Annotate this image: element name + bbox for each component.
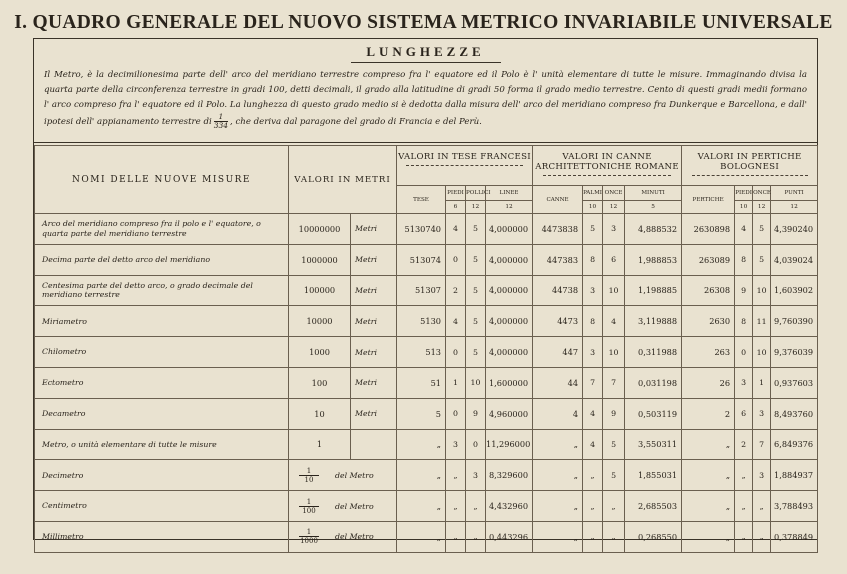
tese-sub1: 2 — [446, 275, 466, 306]
measure-name: Miriametro — [35, 306, 289, 337]
measure-name: Arco del meridiano compreso fra il polo e l' equatore, o quarta parte del meridiano terrestre — [35, 214, 289, 245]
pertiche-value: 263 — [682, 337, 735, 368]
tese-value: 5 — [397, 398, 446, 429]
canne-fraction: 0,503119 — [625, 398, 682, 429]
tese-sub1: „ — [446, 521, 466, 552]
tese-fraction: 4,000000 — [486, 244, 533, 275]
intro-fraction — [214, 113, 228, 130]
canne-value: „ — [533, 429, 583, 460]
canne-sub2: „ — [603, 521, 625, 552]
tese-sub2: „ — [466, 491, 486, 522]
pertiche-fraction: 3,788493 — [771, 491, 818, 522]
table-row — [35, 367, 818, 398]
intro-frac-num: 1 — [214, 113, 228, 122]
canne-sub1: „ — [583, 460, 603, 491]
metri-value: 100000 — [289, 275, 351, 306]
pertiche-sub2: 10 — [753, 337, 771, 368]
metri-fraction-cell — [289, 460, 397, 491]
tese-sub1: 3 — [446, 429, 466, 460]
fraction-denominator: 1000 — [300, 537, 318, 546]
canne-fraction: 1,855031 — [625, 460, 682, 491]
measures-table — [34, 145, 818, 553]
canne-fraction: 0,268550 — [625, 521, 682, 552]
tese-sub2: 3 — [466, 460, 486, 491]
canne-sub1: 7 — [583, 367, 603, 398]
canne-sub1: 8 — [583, 306, 603, 337]
canne-sub2: 5 — [603, 460, 625, 491]
metri-fraction — [289, 498, 329, 515]
tese-sub2: 5 — [466, 214, 486, 245]
metri-fraction-cell — [289, 521, 397, 552]
fraction-numerator: 1 — [299, 467, 319, 476]
tese-fraction: 4,000000 — [486, 275, 533, 306]
table-row — [35, 521, 818, 552]
unit-label: Metri — [351, 337, 397, 368]
pertiche-sub1: 4 — [735, 214, 753, 245]
divisor: 5 — [625, 201, 682, 214]
header-pertiche-label: VALORI IN PERTICHE BOLOGNESI — [697, 152, 802, 172]
tese-sub2: 5 — [466, 306, 486, 337]
measure-name: Centimetro — [35, 491, 289, 522]
divisor: 12 — [486, 201, 533, 214]
metri-fraction — [289, 467, 329, 484]
header-pertiche-group — [682, 146, 818, 186]
table-row — [35, 337, 818, 368]
tese-value: 51307 — [397, 275, 446, 306]
canne-sub2: 10 — [603, 337, 625, 368]
tese-value: 51 — [397, 367, 446, 398]
subheader-pollici: POLLICI — [466, 186, 486, 201]
tese-sub1: „ — [446, 460, 466, 491]
tese-sub1: 0 — [446, 244, 466, 275]
tese-value: 5130 — [397, 306, 446, 337]
canne-value: 44 — [533, 367, 583, 398]
fraction-denominator: 10 — [304, 475, 314, 484]
pertiche-fraction: 4,039024 — [771, 244, 818, 275]
canne-sub1: 8 — [583, 244, 603, 275]
pertiche-fraction: 0,937603 — [771, 367, 818, 398]
header-names: NOMI DELLE NUOVE MISURE — [35, 146, 289, 214]
canne-sub2: 5 — [603, 429, 625, 460]
canne-sub2: 7 — [603, 367, 625, 398]
tese-fraction: 11,296000 — [486, 429, 533, 460]
canne-sub1: 3 — [583, 337, 603, 368]
subheader-punti: PUNTI — [771, 186, 818, 201]
tese-fraction: 4,000000 — [486, 306, 533, 337]
tese-fraction: 1,600000 — [486, 367, 533, 398]
intro-divider — [351, 62, 501, 63]
fraction-numerator: 1 — [299, 528, 319, 537]
fraction-numerator: 1 — [299, 498, 319, 507]
header-tese-label: VALORI IN TESE FRANCESI — [398, 152, 531, 162]
pertiche-value: 26 — [682, 367, 735, 398]
metri-value: 10000000 — [289, 214, 351, 245]
tese-value: 513074 — [397, 244, 446, 275]
pertiche-sub2: 1 — [753, 367, 771, 398]
pertiche-fraction: 8,493760 — [771, 398, 818, 429]
header-canne-label: VALORI IN CANNE ARCHITETTONICHE ROMANE — [535, 152, 679, 172]
pertiche-sub2: 7 — [753, 429, 771, 460]
subheader-minuti: MINUTI — [625, 186, 682, 201]
subheader-pertiche: PERTICHE — [682, 186, 735, 214]
page-title: I. QUADRO GENERALE DEL NUOVO SISTEMA METRICO INVARIABILE UNIVERSALE — [14, 12, 833, 33]
pertiche-sub2: 5 — [753, 214, 771, 245]
header-ornament — [543, 175, 670, 176]
metri-value: 1 — [289, 429, 351, 460]
canne-sub1: „ — [583, 521, 603, 552]
pertiche-sub2: 3 — [753, 398, 771, 429]
divisor: 10 — [583, 201, 603, 214]
divisor: 12 — [603, 201, 625, 214]
pertiche-sub2: 11 — [753, 306, 771, 337]
canne-value: 4473838 — [533, 214, 583, 245]
pertiche-sub1: 2 — [735, 429, 753, 460]
header-ornament — [692, 175, 808, 176]
canne-sub2: 3 — [603, 214, 625, 245]
tese-sub2: 5 — [466, 275, 486, 306]
measure-name: Decametro — [35, 398, 289, 429]
divisor: 12 — [771, 201, 818, 214]
pertiche-value: 2630898 — [682, 214, 735, 245]
measure-name: Ectometro — [35, 367, 289, 398]
tese-sub1: 1 — [446, 367, 466, 398]
intro-text-after: , che deriva dal paragone del grado di Francia e del Perù. — [230, 117, 482, 127]
header-metri: VALORI IN METRI — [289, 146, 397, 214]
tese-fraction: 4,000000 — [486, 337, 533, 368]
header-tese-group — [397, 146, 533, 186]
measure-name: Decimetro — [35, 460, 289, 491]
pertiche-sub1: „ — [735, 521, 753, 552]
unit-label: Metri — [351, 367, 397, 398]
canne-value: „ — [533, 521, 583, 552]
pertiche-value: 26308 — [682, 275, 735, 306]
tese-sub1: 0 — [446, 337, 466, 368]
subheader-palmi: PALMI — [583, 186, 603, 201]
tese-sub1: 4 — [446, 214, 466, 245]
table-row — [35, 214, 818, 245]
pertiche-sub2: „ — [753, 521, 771, 552]
pertiche-sub2: 5 — [753, 244, 771, 275]
canne-value: 447383 — [533, 244, 583, 275]
pertiche-sub2: „ — [753, 491, 771, 522]
canne-sub2: 4 — [603, 306, 625, 337]
unit-label — [351, 429, 397, 460]
pertiche-value: 263089 — [682, 244, 735, 275]
unit-label: Metri — [351, 214, 397, 245]
canne-fraction: 2,685503 — [625, 491, 682, 522]
tese-fraction: 4,000000 — [486, 214, 533, 245]
pertiche-sub1: „ — [735, 491, 753, 522]
tese-sub1: „ — [446, 491, 466, 522]
subheader-once-b: ONCE — [753, 186, 771, 201]
table-row — [35, 398, 818, 429]
canne-sub1: 4 — [583, 429, 603, 460]
canne-sub2: 6 — [603, 244, 625, 275]
subheader-piedi: PIEDI — [446, 186, 466, 201]
tese-sub1: 0 — [446, 398, 466, 429]
measure-name: Millimetro — [35, 521, 289, 552]
tese-fraction: 8,329600 — [486, 460, 533, 491]
pertiche-sub2: 3 — [753, 460, 771, 491]
pertiche-value: „ — [682, 521, 735, 552]
intro-text-before: Il Metro, è la decimilionesima parte dell' arco del meridiano terrestre compreso fra l' equatore ed il Polo è l' unità elementare di tutte le misure. Immaginando divisa la quarta parte della circonferenza terrestre in gradi 100, detti decimali, il grado alla latitudine di gradi 50 forma il grado medio terrestre. Cento di questi gradi medii formano l' arco compreso fra l' equatore ed il Polo. La lunghezza di questo grado medio si è dedotta dalla misura dell' arco del meridiano compreso fra Dunkerque e Barcellona, e dall' ipotesi dell' appianamento terrestre di — [44, 70, 807, 127]
unit-label: del Metro — [335, 470, 374, 480]
measure-name: Metro, o unità elementare di tutte le misure — [35, 429, 289, 460]
canne-sub1: 3 — [583, 275, 603, 306]
tese-sub2: 9 — [466, 398, 486, 429]
canne-sub2: 9 — [603, 398, 625, 429]
canne-fraction: 1,198885 — [625, 275, 682, 306]
metri-value: 1000 — [289, 337, 351, 368]
pertiche-fraction: 1,884937 — [771, 460, 818, 491]
divisor: 12 — [753, 201, 771, 214]
subheader-once: ONCE — [603, 186, 625, 201]
metri-value: 10 — [289, 398, 351, 429]
tese-sub1: 4 — [446, 306, 466, 337]
subheader-piedi-b: PIEDI — [735, 186, 753, 201]
subheader-canne: CANNE — [533, 186, 583, 214]
pertiche-sub1: 8 — [735, 306, 753, 337]
pertiche-sub1: 3 — [735, 367, 753, 398]
tese-fraction: 0,443296 — [486, 521, 533, 552]
table-row — [35, 275, 818, 306]
pertiche-value: „ — [682, 429, 735, 460]
intro-frac-den: 334 — [213, 121, 229, 130]
canne-sub1: 5 — [583, 214, 603, 245]
metri-value: 100 — [289, 367, 351, 398]
divisor: 10 — [735, 201, 753, 214]
unit-label: del Metro — [335, 532, 374, 542]
canne-value: 447 — [533, 337, 583, 368]
fraction-denominator: 100 — [302, 506, 316, 515]
tese-value: 513 — [397, 337, 446, 368]
canne-value: 44738 — [533, 275, 583, 306]
tese-sub2: 5 — [466, 244, 486, 275]
unit-label: Metri — [351, 244, 397, 275]
canne-sub2: 10 — [603, 275, 625, 306]
canne-value: 4473 — [533, 306, 583, 337]
metri-value: 10000 — [289, 306, 351, 337]
measure-name: Centesima parte del detto arco, o grado decimale del meridiano terrestre — [35, 275, 289, 306]
canne-fraction: 3,119888 — [625, 306, 682, 337]
pertiche-sub1: 8 — [735, 244, 753, 275]
metri-fraction-cell — [289, 491, 397, 522]
pertiche-sub1: 9 — [735, 275, 753, 306]
pertiche-value: „ — [682, 460, 735, 491]
subheader-tese: TESE — [397, 186, 446, 214]
metri-value: 1000000 — [289, 244, 351, 275]
canne-value: 4 — [533, 398, 583, 429]
unit-label: Metri — [351, 398, 397, 429]
tese-sub2: 0 — [466, 429, 486, 460]
measure-name: Decima parte del detto arco del meridiano — [35, 244, 289, 275]
table-row — [35, 429, 818, 460]
canne-fraction: 4,888532 — [625, 214, 682, 245]
pertiche-value: 2 — [682, 398, 735, 429]
pertiche-sub1: „ — [735, 460, 753, 491]
header-canne-group — [533, 146, 682, 186]
canne-fraction: 0,311988 — [625, 337, 682, 368]
pertiche-fraction: 0,378849 — [771, 521, 818, 552]
tese-value: „ — [397, 429, 446, 460]
tese-sub2: 10 — [466, 367, 486, 398]
table-row — [35, 244, 818, 275]
tese-sub2: „ — [466, 521, 486, 552]
tese-value: „ — [397, 521, 446, 552]
pertiche-fraction: 9,376039 — [771, 337, 818, 368]
subheader-linee: LINEE — [486, 186, 533, 201]
header-ornament — [406, 165, 522, 166]
table-row — [35, 460, 818, 491]
divisor: 12 — [466, 201, 486, 214]
pertiche-sub2: 10 — [753, 275, 771, 306]
table-row — [35, 306, 818, 337]
unit-label: Metri — [351, 275, 397, 306]
tese-sub2: 5 — [466, 337, 486, 368]
table-frame — [33, 38, 818, 546]
canne-value: „ — [533, 491, 583, 522]
canne-fraction: 3,550311 — [625, 429, 682, 460]
intro-paragraph — [44, 68, 807, 130]
unit-label: del Metro — [335, 501, 374, 511]
pertiche-value: „ — [682, 491, 735, 522]
tese-value: 5130740 — [397, 214, 446, 245]
pertiche-fraction: 4,390240 — [771, 214, 818, 245]
pertiche-fraction: 9,760390 — [771, 306, 818, 337]
canne-fraction: 1,988853 — [625, 244, 682, 275]
canne-value: „ — [533, 460, 583, 491]
table-row — [35, 491, 818, 522]
tese-value: „ — [397, 491, 446, 522]
canne-fraction: 0,031198 — [625, 367, 682, 398]
intro-heading: LUNGHEZZE — [366, 44, 485, 59]
tese-fraction: 4,432960 — [486, 491, 533, 522]
canne-sub2: „ — [603, 491, 625, 522]
unit-label: Metri — [351, 306, 397, 337]
tese-fraction: 4,960000 — [486, 398, 533, 429]
pertiche-value: 2630 — [682, 306, 735, 337]
pertiche-sub1: 0 — [735, 337, 753, 368]
measure-name: Chilometro — [35, 337, 289, 368]
canne-sub1: 4 — [583, 398, 603, 429]
tese-value: „ — [397, 460, 446, 491]
metri-fraction — [289, 528, 329, 545]
pertiche-sub1: 6 — [735, 398, 753, 429]
pertiche-fraction: 6,849376 — [771, 429, 818, 460]
canne-sub1: „ — [583, 491, 603, 522]
intro-box — [34, 39, 817, 143]
pertiche-fraction: 1,603902 — [771, 275, 818, 306]
divisor: 6 — [446, 201, 466, 214]
